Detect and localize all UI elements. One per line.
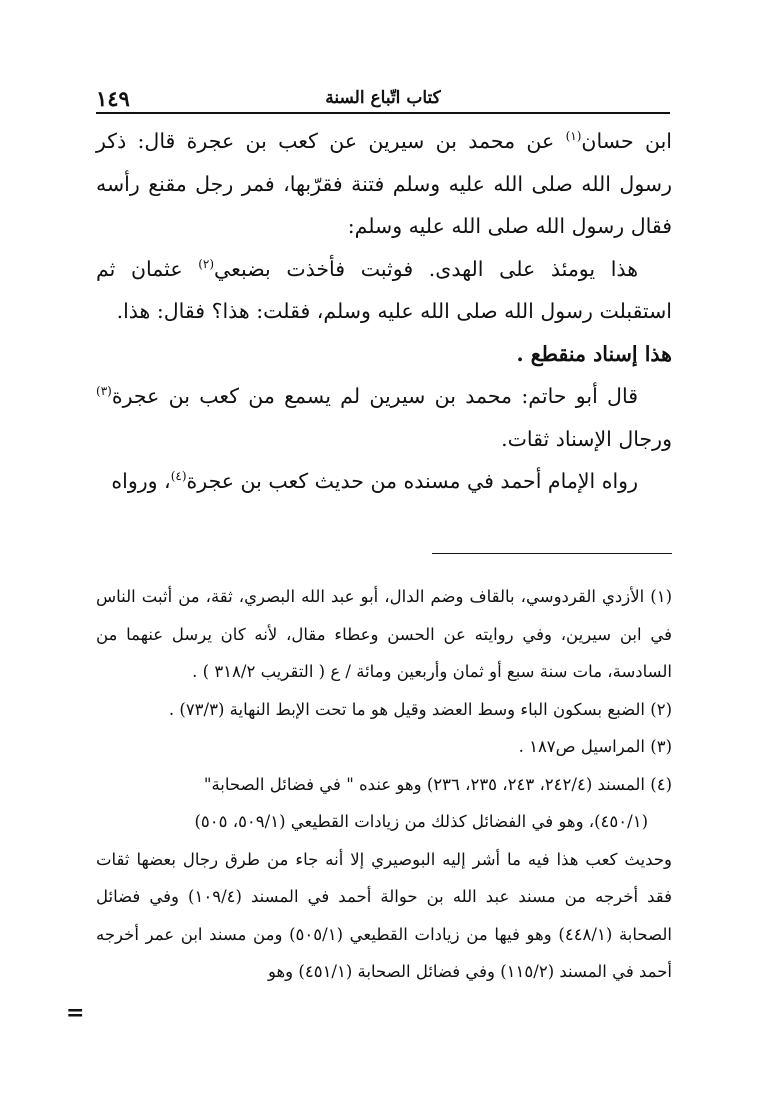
text-run: رواه الإمام أحمد في مسنده من حديث كعب بن عجرة	[186, 469, 638, 493]
text-run: هذا يومئذ على الهدى. فوثبت فأخذت بضبعي	[214, 256, 638, 281]
continuation-mark: =	[66, 1000, 85, 1026]
paragraph	[96, 460, 672, 503]
footnote-ref: (٣)	[96, 384, 112, 399]
footnote-ref: (٢)	[198, 256, 215, 271]
footnote-2: (٢) الضبع بسكون الباء وسط العضد وقيل هو ما تحت الإبط النهاية (٧٣/٣) .	[168, 699, 672, 719]
footnote-4-line-1: (٤) المسند (٢٤٢/٤، ٢٤٣، ٢٣٥، ٢٣٦) وهو عنده " في فضائل الصحابة"	[203, 774, 672, 794]
footnote-separator	[432, 553, 672, 554]
running-title: كتاب اتّباع السنة	[325, 88, 441, 108]
footnote-4-continued: وحديث كعب هذا فيه ما أشر إليه البوصيري إلا أنه جاء من طرق رجال بعضها ثقات فقد أخرجه من مسند عبد الله بن حوالة أحمد في المسند (١٠٩/٤) وفي فضائل الصحابة (٤٤٨/١) وهو فيها من زيادات القطيعي (٥٠٥/١) ومن مسند ابن عمر أخرجه أحمد في المسند (١١٥/٢) وفي فضائل الصحابة (٤٥١/١) وهو	[96, 849, 672, 981]
footnote-4-line-2: (٤٥٠/١)، وهو في الفضائل كذلك من زيادات القطيعي (٥٠٩/١، ٥٠٥)	[194, 812, 648, 831]
footnote-3: (٣) المراسيل ص١٨٧ .	[518, 737, 672, 756]
main-text	[96, 120, 672, 503]
text-run: ورجال الإسناد ثقات.	[501, 426, 672, 451]
paragraph	[96, 248, 672, 333]
footnote-1: (١) الأزدي القردوسي، بالقاف وضم الدال، أبو عبد الله البصري، ثقة، من أثبت الناس في ابن سيرين، وفي روايته عن الحسن وعطاء مقال، لأنه كان يرسل عنهما من السادسة، مات سنة سبع أو ثمان وأربعين ومائة / ع ( التقريب ٣١٨/٢ ) .	[96, 587, 672, 681]
footnote-ref: (١)	[565, 129, 582, 144]
text-run: عثمان ثم استقبلت رسول الله صلى الله عليه وسلم، فقلت: هذا؟ فقال: هذا.	[96, 256, 672, 323]
page-number: ١٤٩	[96, 86, 130, 111]
paragraph	[96, 120, 672, 248]
text-run: عن محمد بن سيرين عن كعب بن عجرة قال: ذكر رسول الله صلى الله عليه وسلم فتنة فقرّبها، فمر رجل مقنع رأسه فقال رسول الله صلى الله عليه وسلم:	[96, 129, 672, 238]
footnote-ref: (٤)	[170, 469, 187, 484]
text-run: ، ورواه	[111, 469, 171, 493]
paragraph	[96, 375, 672, 460]
text-run: قال أبو حاتم: محمد بن سيرين لم يسمع من كعب بن عجرة	[111, 384, 638, 408]
page-header	[96, 86, 670, 114]
isnad-note: هذا إسناد منقطع .	[516, 341, 672, 366]
text-run: ابن حسان	[581, 129, 672, 153]
footnotes	[96, 578, 672, 991]
